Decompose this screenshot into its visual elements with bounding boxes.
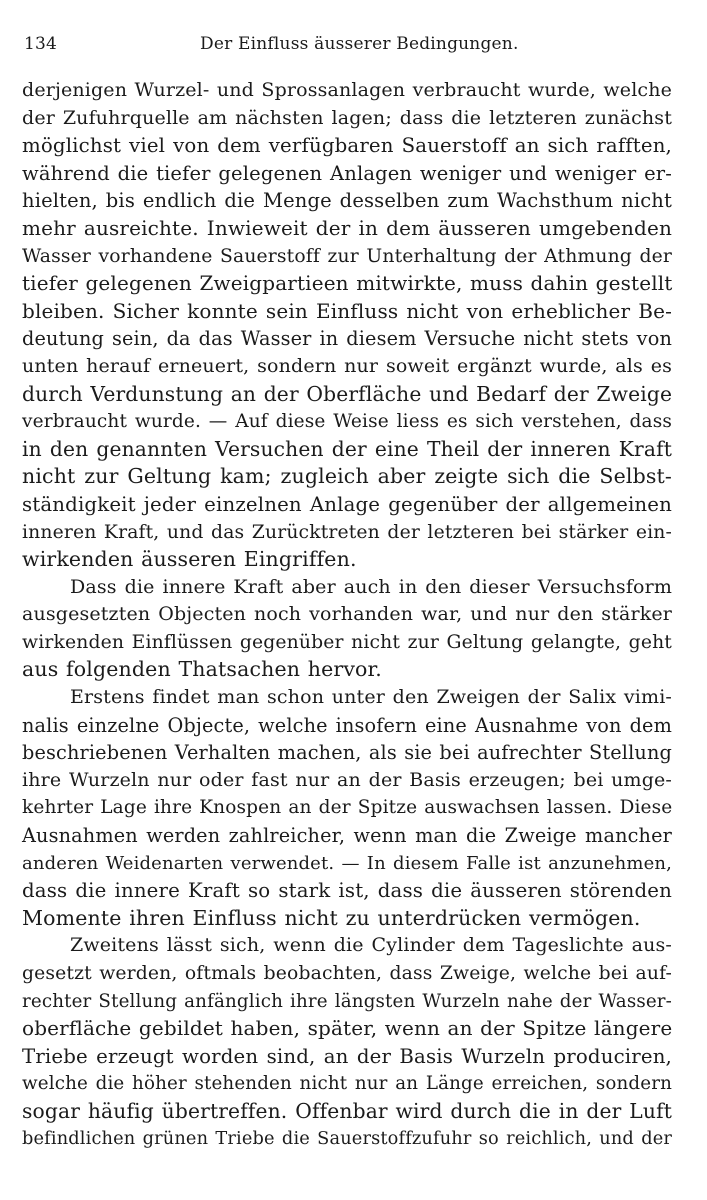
text-line: wirkenden Einflüssen gegenüber nicht zur Geltung gelangte, geht <box>22 631 672 653</box>
text-line: dass die innere Kraft so stark ist, dass die äusseren störenden <box>22 879 672 903</box>
text-line: unten herauf erneuert, sondern nur soweit ergänzt wurde, als es <box>22 354 672 377</box>
text-line: Dass die innere Kraft aber auch in den dieser Versuchsform <box>70 575 672 598</box>
text-line: rechter Stellung anfänglich ihre längsten Wurzeln nahe der Wasser- <box>22 990 672 1012</box>
text-line: Erstens findet man schon unter den Zweigen der Salix vimi- <box>70 686 672 709</box>
page-number: 134 <box>24 34 58 54</box>
text-line: wirkenden äusseren Eingriffen. <box>22 547 357 572</box>
text-line: ausgesetzten Objecten noch vorhanden war, und nur den stärker <box>22 603 672 626</box>
text-line: deutung sein, da das Wasser in diesem Versuche nicht stets von <box>22 327 672 351</box>
text-line: ständigkeit jeder einzelnen Anlage gegenüber der allgemeinen <box>22 492 672 516</box>
text-line: hielten, bis endlich die Menge desselben zum Wachsthum nicht <box>22 189 672 213</box>
text-line: oberfläche gebildet haben, später, wenn an der Spitze längere <box>22 1016 673 1041</box>
text-line: kehrter Lage ihre Knospen an der Spitze auswachsen lassen. Diese <box>22 797 673 819</box>
text-line: Ausnahmen werden zahlreicher, wenn man die Zweige mancher <box>22 824 672 848</box>
text-line: bleiben. Sicher konnte sein Einfluss nicht von erheblicher Be- <box>22 298 672 323</box>
text-line: verbraucht wurde. — Auf diese Weise liess es sich verstehen, dass <box>22 411 672 433</box>
text-line: mehr ausreichte. Inwieweit der in dem äusseren umgebenden <box>22 215 672 240</box>
text-line: Zweitens lässt sich, wenn die Cylinder dem Tageslichte aus- <box>70 934 672 957</box>
running-head <box>24 30 687 58</box>
text-line: derjenigen Wurzel- und Sprossanlagen verbraucht wurde, welche <box>22 79 672 101</box>
body-text <box>22 77 672 1153</box>
text-line: tiefer gelegenen Zweigpartieen mitwirkte, muss dahin gestellt <box>22 271 673 296</box>
text-line: in den genannten Versuchen der eine Theil der inneren Kraft <box>22 436 672 461</box>
text-line: aus folgenden Thatsachen hervor. <box>22 657 382 682</box>
text-line: sogar häufig übertreffen. Offenbar wird durch die in der Luft <box>22 1098 672 1123</box>
text-line: nicht zur Geltung kam; zugleich aber zeigte sich die Selbst- <box>22 464 672 489</box>
text-line: durch Verdunstung an der Oberfläche und Bedarf der Zweige <box>22 381 673 406</box>
text-line: ihre Wurzeln nur oder fast nur an der Basis erzeugen; bei umge- <box>22 768 672 791</box>
text-line: Wasser vorhandene Sauerstoff zur Unterhaltung der Athmung der <box>22 245 672 267</box>
text-line: Momente ihren Einfluss nicht zu unterdrücken vermögen. <box>22 905 641 930</box>
text-line: nalis einzelne Objecte, welche insofern eine Ausnahme von dem <box>22 713 672 737</box>
text-line: gesetzt werden, oftmals beobachten, dass Zweige, welche bei auf- <box>22 963 672 984</box>
running-title: Der Einfluss äusserer Bedingungen. <box>200 34 519 54</box>
text-line: inneren Kraft, und das Zurücktreten der letzteren bei stärker ein- <box>22 521 672 543</box>
text-line: der Zufuhrquelle am nächsten lagen; dass die letzteren zunächst <box>22 106 672 129</box>
text-line: während die tiefer gelegenen Anlagen weniger und weniger er- <box>22 161 672 185</box>
text-line: befindlichen grünen Triebe die Sauerstoffzufuhr so reichlich, und der <box>22 1128 672 1149</box>
text-line: möglichst viel von dem verfügbaren Sauerstoff an sich rafften, <box>22 134 672 158</box>
text-line: anderen Weidenarten verwendet. — In diesem Falle ist anzunehmen, <box>22 852 672 874</box>
text-line: beschriebenen Verhalten machen, als sie bei aufrechter Stellung <box>22 741 672 765</box>
text-line: welche die höher stehenden nicht nur an Länge erreichen, sondern <box>22 1073 672 1095</box>
text-line: Triebe erzeugt worden sind, an der Basis Wurzeln produciren, <box>22 1044 672 1068</box>
